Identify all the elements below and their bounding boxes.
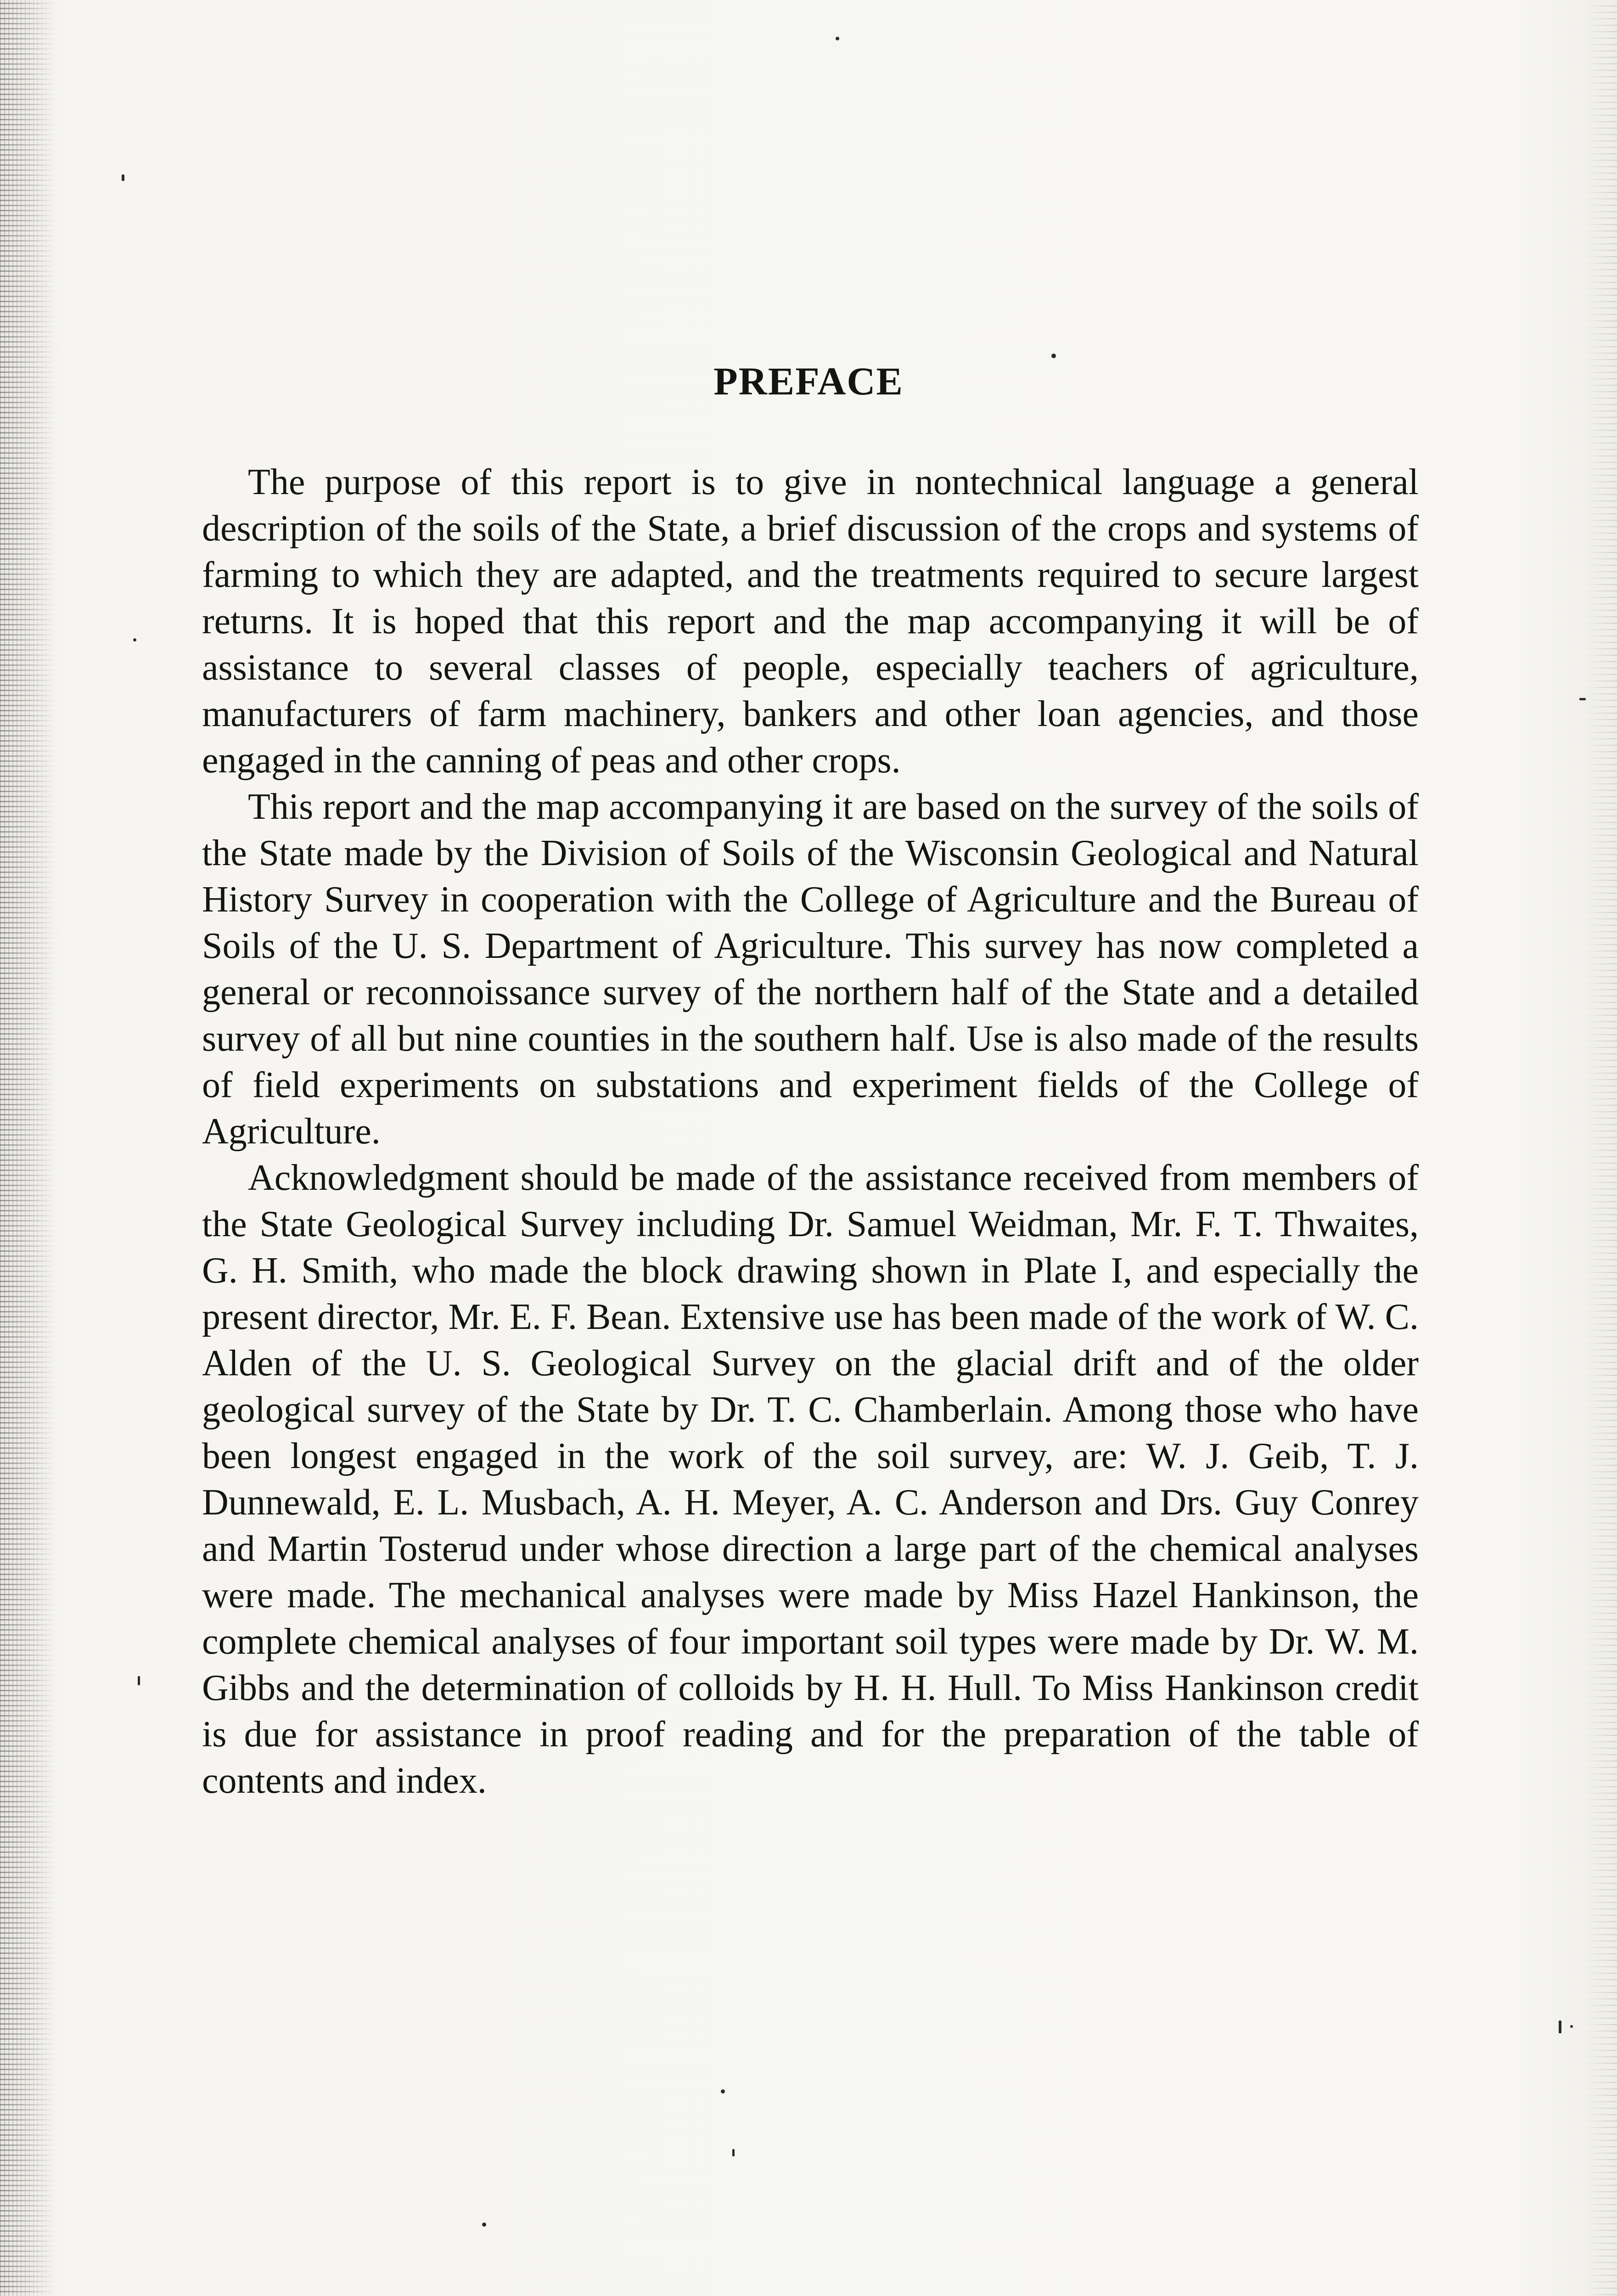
paragraph: Acknowledgment should be made of the assistance received from members of the State Geological Survey including Dr. Samuel Weidman, Mr. F. T. Thwaites, G. H. Smith, who made the block drawing shown in Plate I, and especially the present director, Mr. E. F. Bean. Extensive use has been made of the work of W. C. Alden of the U. S. Geological Survey on the glacial drift and of the older geological survey of the State by Dr. T. C. Chamberlain. Among those who have been longest engaged in the work of the soil survey, are: W. J. Geib, T. J. Dunnewald, E. L. Musbach, A. H. Meyer, A. C. Anderson and Drs. Guy Conrey and Martin Tosterud under whose direction a large part of the chemical analyses were made. The mechanical analyses were made by Miss Hazel Hankinson, the complete chemical analyses of four important soil types were made by Dr. W. M. Gibbs and the determination of colloids by H. H. Hull. To Miss Hankinson credit is due for assistance in proof reading and for the preparation of the table of contents and index. (202, 1158, 1419, 1801)
scan-speck (721, 2089, 725, 2093)
scan-speck (732, 2149, 735, 2156)
scan-edge-right (1585, 0, 1617, 2296)
scan-edge-left (0, 0, 55, 2296)
scan-speck (1570, 2025, 1573, 2028)
scan-speck (133, 638, 136, 642)
scan-speck (1559, 2020, 1561, 2033)
scan-speck (138, 1676, 140, 1685)
paragraph: The purpose of this report is to give in nontechnical language a general description of the soils of the State, a brief discussion of the crops and systems of farming to which they are adapted, and the treatments required to secure largest returns. It is hoped that this report and the map accompanying it will be of assistance to several classes of people, especially teachers of agriculture, manufacturers of farm machinery, bankers and other loan agencies, and those engaged in the canning of peas and other crops. (202, 462, 1419, 781)
scan-speck (1579, 698, 1586, 700)
page-title: PREFACE (713, 359, 904, 403)
scan-speck (122, 174, 124, 181)
scan-speck (482, 2223, 486, 2227)
paragraph: This report and the map accompanying it are based on the survey of the soils of the State made by the Division of Soils of the Wisconsin Geological and Natural History Survey in cooperation with the College of Agriculture and the Bureau of Soils of the U. S. Department of Agriculture. This survey has now completed a general or reconnoissance survey of the northern half of the State and a detailed survey of all but nine counties in the southern half. Use is also made of the results of field experiments on substations and experiment fields of the College of Agriculture. (202, 787, 1419, 1152)
scan-speck (1051, 354, 1056, 358)
scan-speck (836, 37, 839, 40)
preface-body (202, 459, 1419, 1804)
